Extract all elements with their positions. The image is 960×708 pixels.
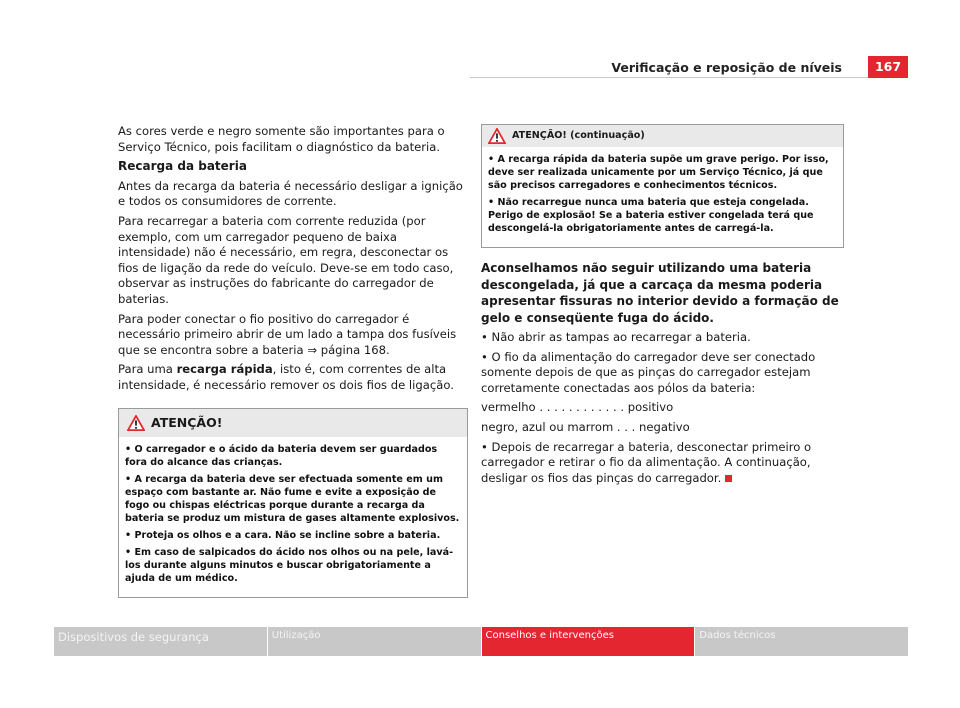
footer-tab-technical-data[interactable]: Dados técnicos: [695, 627, 908, 656]
advice-paragraph: Aconselhamos não seguir utilizando uma bateria descongelada, já que a carcaça da mesma poderia apresentar fissuras no interior devido a formação de gelo e conseqüente fuga do ácido.: [481, 261, 839, 325]
warning-continued-title: ATENÇÃO! (continuação): [512, 130, 645, 142]
footer-tab-safety[interactable]: Dispositivos de segurança: [54, 627, 268, 656]
warning-item: • A recarga da bateria deve ser efectuada somente em um espaço com bastante ar. Não fume e evite a exposição de fogo ou chispas eléctricas porque durante a recarga da bateria se produz um mistura de gases altamente explosivos.: [125, 473, 460, 524]
bullet-disconnect: • Depois de recarregar a bateria, desconectar primeiro o carregador e retirar o fio da alimentação. A continuação, desligar os fios das pinças do carregador.: [481, 439, 812, 485]
intro-paragraph: As cores verde e negro somente são importantes para o Serviço Técnico, pois facilitam o diagnóstico da bateria.: [118, 124, 445, 154]
warning-continued-box: [481, 124, 844, 248]
section-heading: Recarga da bateria: [118, 159, 247, 174]
warning-box: [118, 408, 468, 598]
header-rule: [470, 77, 870, 78]
polarity-black: negro, azul ou marrom . . . negativo: [481, 419, 690, 434]
warning-title: ATENÇÃO!: [151, 414, 223, 430]
footer-tab-advice[interactable]: Conselhos e intervenções: [482, 627, 696, 656]
warning-item: • Em caso de salpicados do ácido nos olhos ou na pele, lavá-los durante alguns minutos e buscar obrigatoriamente a ajuda de um médico.: [125, 546, 454, 584]
paragraph-positive-wire: Para poder conectar o fio positivo do carregador é necessário primeiro abrir de um lado a tampa dos fusíveis que se encontra sobre a bateria ⇒ página 168.: [118, 311, 457, 357]
right-column: [481, 124, 844, 490]
left-column: [118, 124, 468, 598]
warning-item: • A recarga rápida da bateria supõe um grave perigo. Por isso, deve ser realizada unicamente por um Serviço Técnico, já que são precisos carregadores e conhecimentos técnicos.: [488, 154, 829, 191]
page-number: 167: [868, 56, 908, 78]
polarity-red: vermelho . . . . . . . . . . . . positivo: [481, 400, 674, 415]
bullet-covers: • Não abrir as tampas ao recarregar a bateria.: [481, 330, 751, 344]
warning-item: • Proteja os olhos e a cara. Não se incline sobre a bateria.: [125, 529, 441, 541]
footer-tab-usage[interactable]: Utilização: [268, 627, 482, 656]
warning-item: • O carregador e o ácido da bateria devem ser guardados fora do alcance das crianças.: [125, 443, 438, 468]
paragraph-ignition: Antes da recarga da bateria é necessário desligar a ignição e todos os consumidores de corrente.: [118, 178, 463, 209]
paragraph-low-current: Para recarregar a bateria com corrente reduzida (por exemplo, com um carregador pequeno de baixa intensidade) não é necessário, em regra, desconectar os fios de ligação da rede do veículo. Deve-se em todo caso, observar as instruções do fabricante do carregador de baterias.: [118, 213, 454, 306]
warning-icon: [488, 128, 506, 144]
end-marker-icon: [725, 475, 732, 482]
footer-nav: [54, 627, 908, 656]
warning-icon: [127, 415, 145, 431]
header-title: Verificação e reposição de níveis: [611, 60, 842, 75]
paragraph-fast-charge: Para uma recarga rápida, isto é, com correntes de alta intensidade, é necessário remover os dois fios de ligação.: [118, 362, 454, 392]
bullet-connect: • O fio da alimentação do carregador deve ser conectado somente depois de que as pinças do carregador estejam corretamente conectadas aos pólos da bateria:: [481, 349, 816, 395]
warning-item: • Não recarregue nunca uma bateria que esteja congelada. Perigo de explosão! Se a bateria estiver congelada terá que descongelá-la obrigatoriamente antes de carregá-la.: [488, 197, 814, 234]
